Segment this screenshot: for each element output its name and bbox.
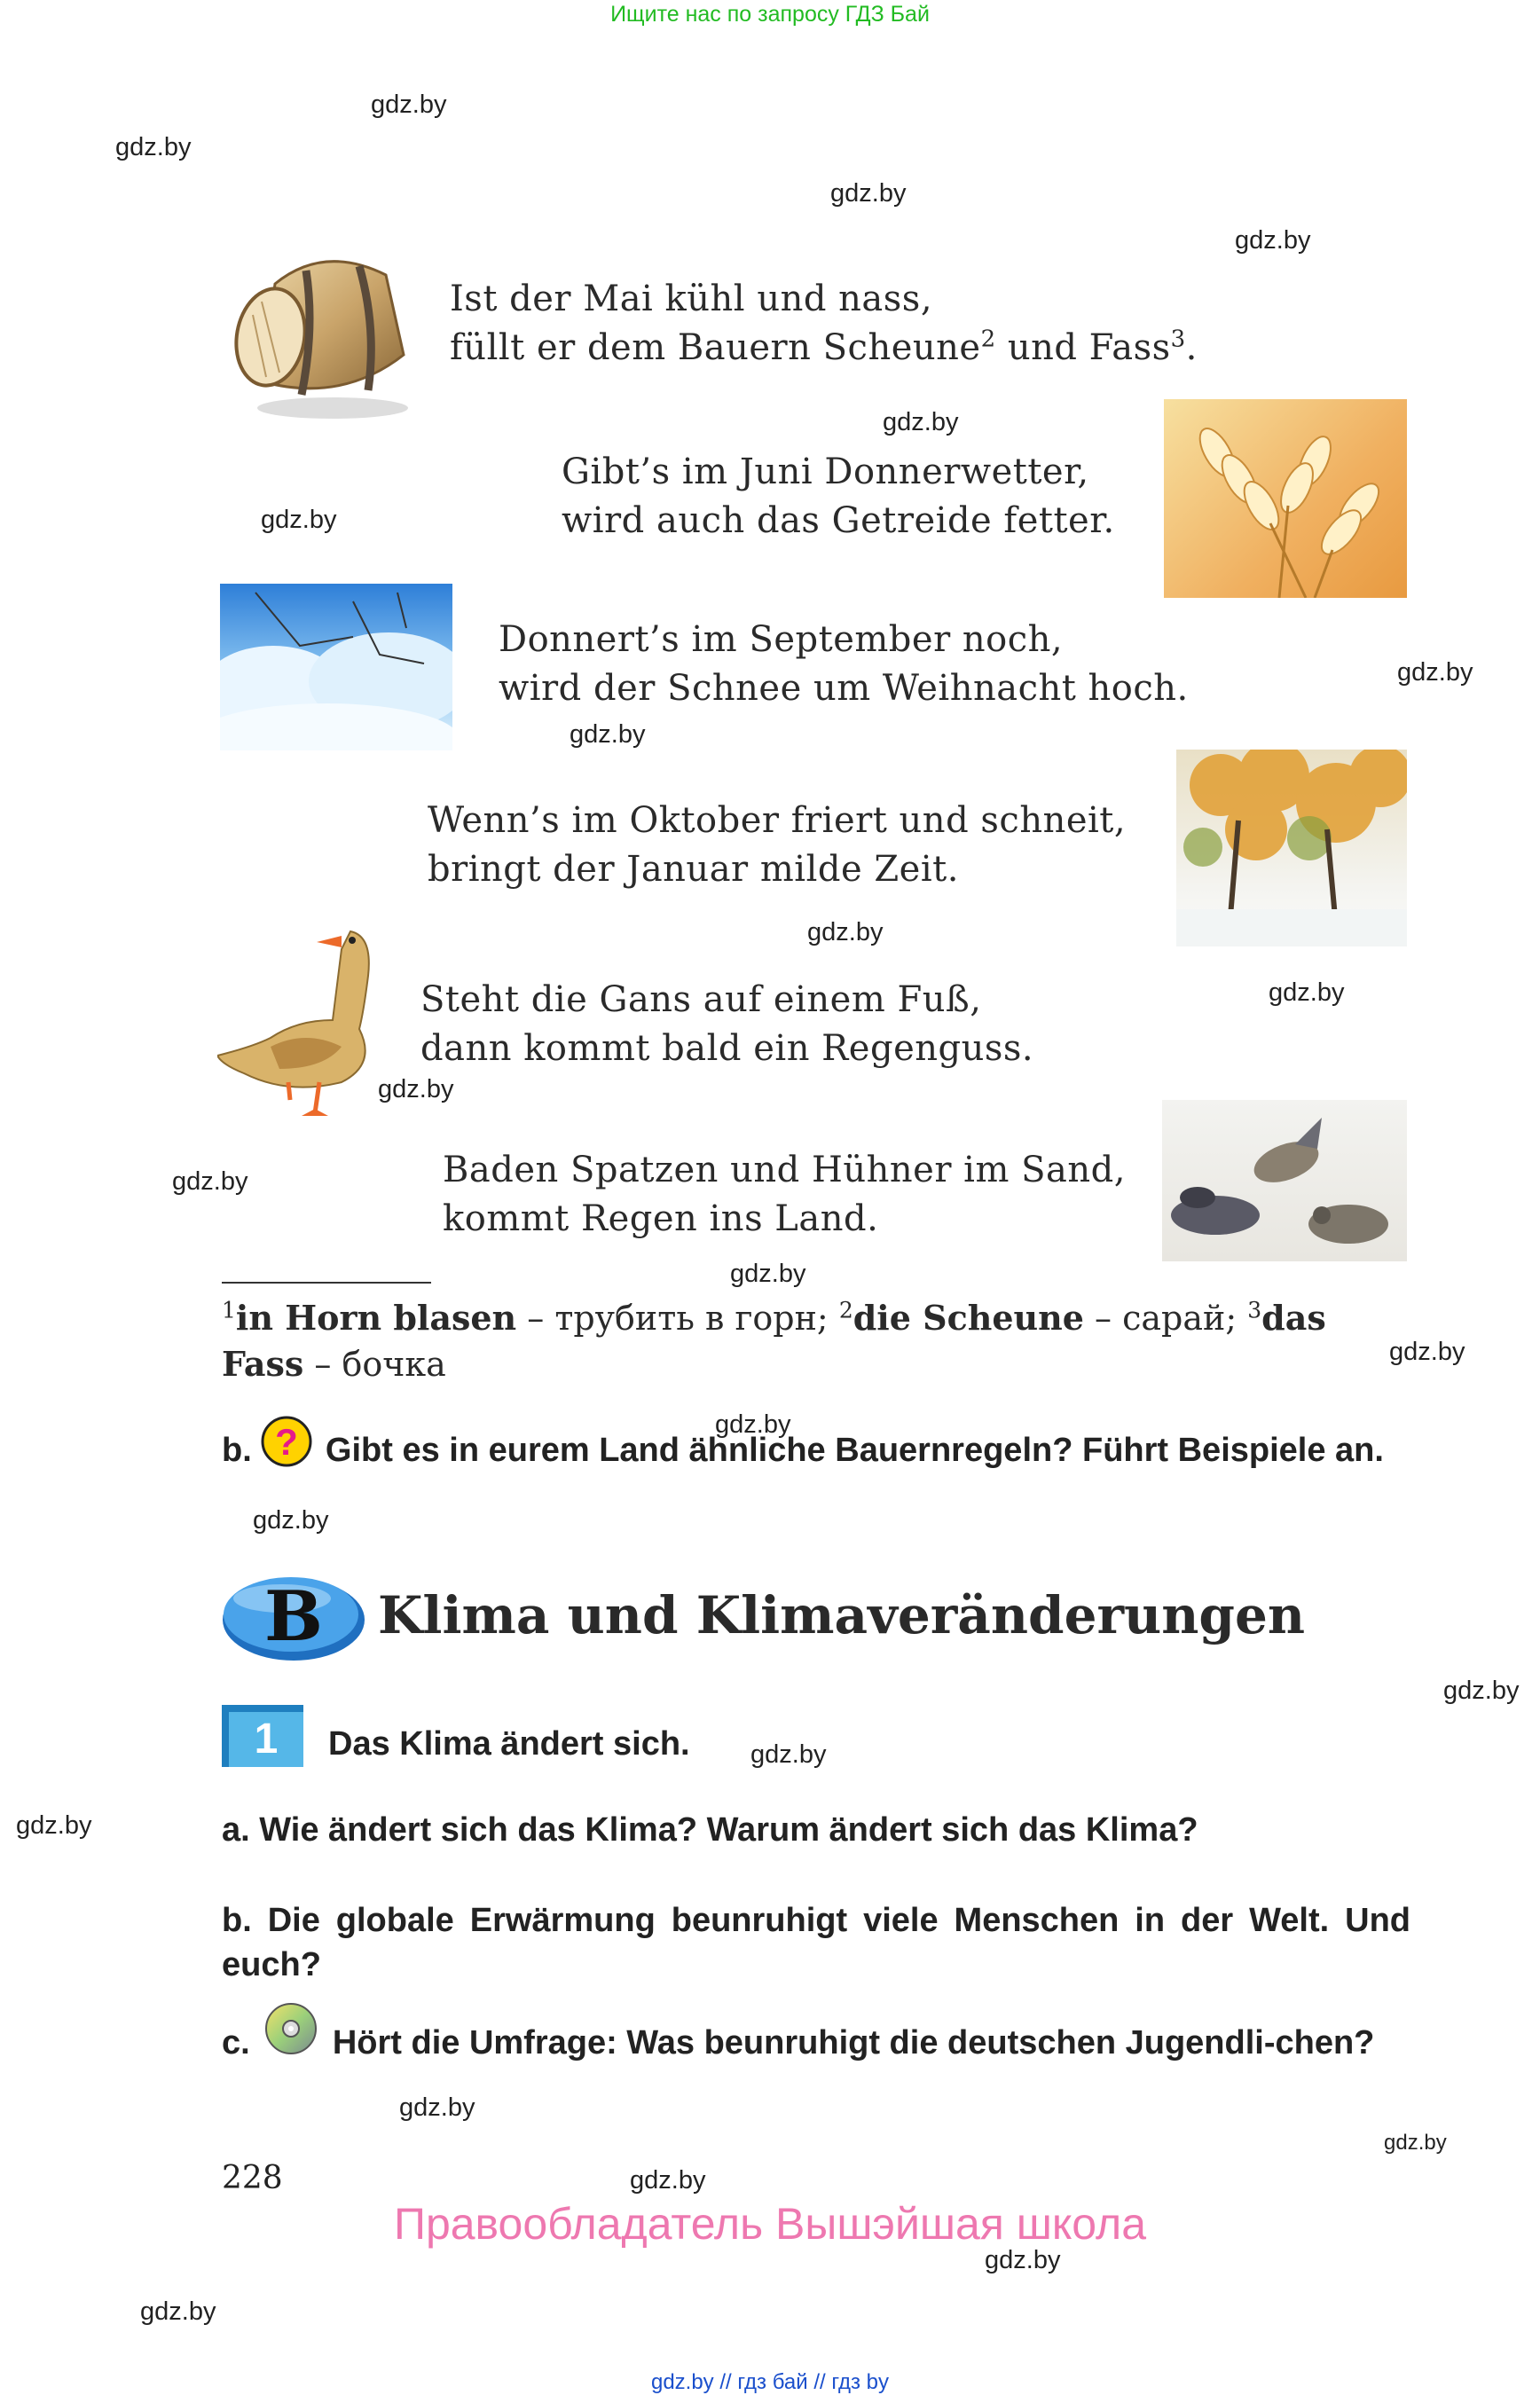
- section-letter: B: [264, 1576, 323, 1657]
- footer-links[interactable]: gdz.by // гдз бай // гдз by: [650, 2370, 890, 2394]
- exercise-number-badge: [222, 1705, 303, 1767]
- verse-line: Wenn’s im Oktober friert und schneit,: [428, 800, 1127, 841]
- watermark: gdz.by: [985, 2246, 1061, 2274]
- verse-line: Donnert’s im September noch,: [499, 619, 1064, 660]
- exercise-title: Das Klima ändert sich.: [328, 1725, 690, 1763]
- verse-line: Gibt’s im Juni Donnerwetter,: [562, 452, 1089, 492]
- verse-line: Steht die Gans auf einem Fuß,: [420, 979, 982, 1020]
- exercise-item-a: a. Wie ändert sich das Klima? Warum ändert sich das Klima?: [222, 1811, 1198, 1849]
- sparrows-image: [1162, 1100, 1407, 1261]
- autumn-snow-image: [1176, 750, 1407, 946]
- svg-text:?: ?: [275, 1421, 299, 1463]
- watermark: gdz.by: [1443, 1677, 1520, 1705]
- watermark: gdz.by: [883, 408, 959, 436]
- footnote-ref: 3: [1170, 326, 1186, 353]
- barrel-image: [226, 248, 412, 426]
- verse-line: wird auch das Getreide fetter.: [562, 500, 1115, 541]
- watermark: gdz.by: [807, 918, 884, 946]
- watermark: gdz.by: [253, 1506, 329, 1535]
- goose-image: [217, 914, 386, 1127]
- footnote-ref: 2: [980, 326, 996, 353]
- footnote-divider: [222, 1282, 431, 1284]
- exercise-item-c: [222, 2021, 1410, 2067]
- watermark: gdz.by: [16, 1811, 92, 1840]
- verse-line: Baden Spatzen und Hühner im Sand,: [443, 1150, 1126, 1190]
- watermark: gdz.by: [172, 1167, 248, 1196]
- exercise-item-b: b. Die globale Erwärmung beunruhigt viele Menschen in der Welt. Und euch?: [222, 1902, 1410, 1983]
- exercise-number: 1: [254, 1716, 279, 1763]
- watermark: gdz.by: [1384, 2131, 1447, 2155]
- watermark: gdz.by: [261, 506, 337, 534]
- section-title: Klima und Klimaveränderungen: [378, 1585, 1306, 1645]
- watermark: gdz.by: [115, 133, 192, 161]
- watermark: gdz.by: [630, 2166, 706, 2195]
- copyright-holder: Правообладатель Вышэйшая школа: [394, 2199, 1146, 2249]
- task-letter: c.: [222, 2024, 250, 2061]
- task-letter: b.: [222, 1432, 252, 1470]
- snow-image: [220, 584, 452, 750]
- section-badge: [220, 1570, 367, 1663]
- watermark: gdz.by: [1269, 978, 1345, 1007]
- watermark: gdz.by: [830, 179, 907, 208]
- watermark: gdz.by: [730, 1260, 806, 1288]
- watermark: gdz.by: [570, 720, 646, 749]
- watermark: gdz.by: [715, 1410, 791, 1439]
- verse-line: kommt Regen ins Land.: [443, 1198, 879, 1239]
- watermark: gdz.by: [1389, 1338, 1465, 1366]
- task-text: Gibt es in eurem Land ähnliche Bauernregeln? Führt Beispiele an.: [325, 1432, 1384, 1470]
- verse-line: Ist der Mai kühl und nass,: [450, 279, 933, 319]
- watermark: gdz.by: [750, 1740, 827, 1769]
- verse-line: füllt er dem Bauern Scheune$^2$ und Fass$^3$.: [450, 326, 1198, 368]
- verse-line: bringt der Januar milde Zeit.: [428, 849, 959, 890]
- watermark: gdz.by: [1397, 658, 1473, 687]
- watermark: gdz.by: [371, 90, 447, 119]
- page-number: 228: [222, 2160, 283, 2196]
- verse-line: wird der Schnee um Weihnacht hoch.: [499, 668, 1189, 709]
- watermark: gdz.by: [1235, 226, 1311, 255]
- wheat-image: [1164, 399, 1407, 598]
- watermark: gdz.by: [399, 2093, 475, 2122]
- watermark: gdz.by: [140, 2297, 216, 2326]
- verse-line: dann kommt bald ein Regenguss.: [420, 1028, 1034, 1069]
- question-icon: [261, 1416, 312, 1476]
- search-banner: Ищите нас по запросу ГДЗ Бай: [610, 2, 930, 27]
- cd-icon: [264, 2002, 318, 2067]
- footnote: $^1$in Horn blasen – трубить в горн; $^2$die Scheune – сарай; $^3$das Fass – бочка: [222, 1297, 1326, 1384]
- task-text: Hört die Umfrage: Was beunruhigt die deutschen Jugendli-chen?: [332, 2024, 1375, 2061]
- watermark: gdz.by: [378, 1075, 454, 1103]
